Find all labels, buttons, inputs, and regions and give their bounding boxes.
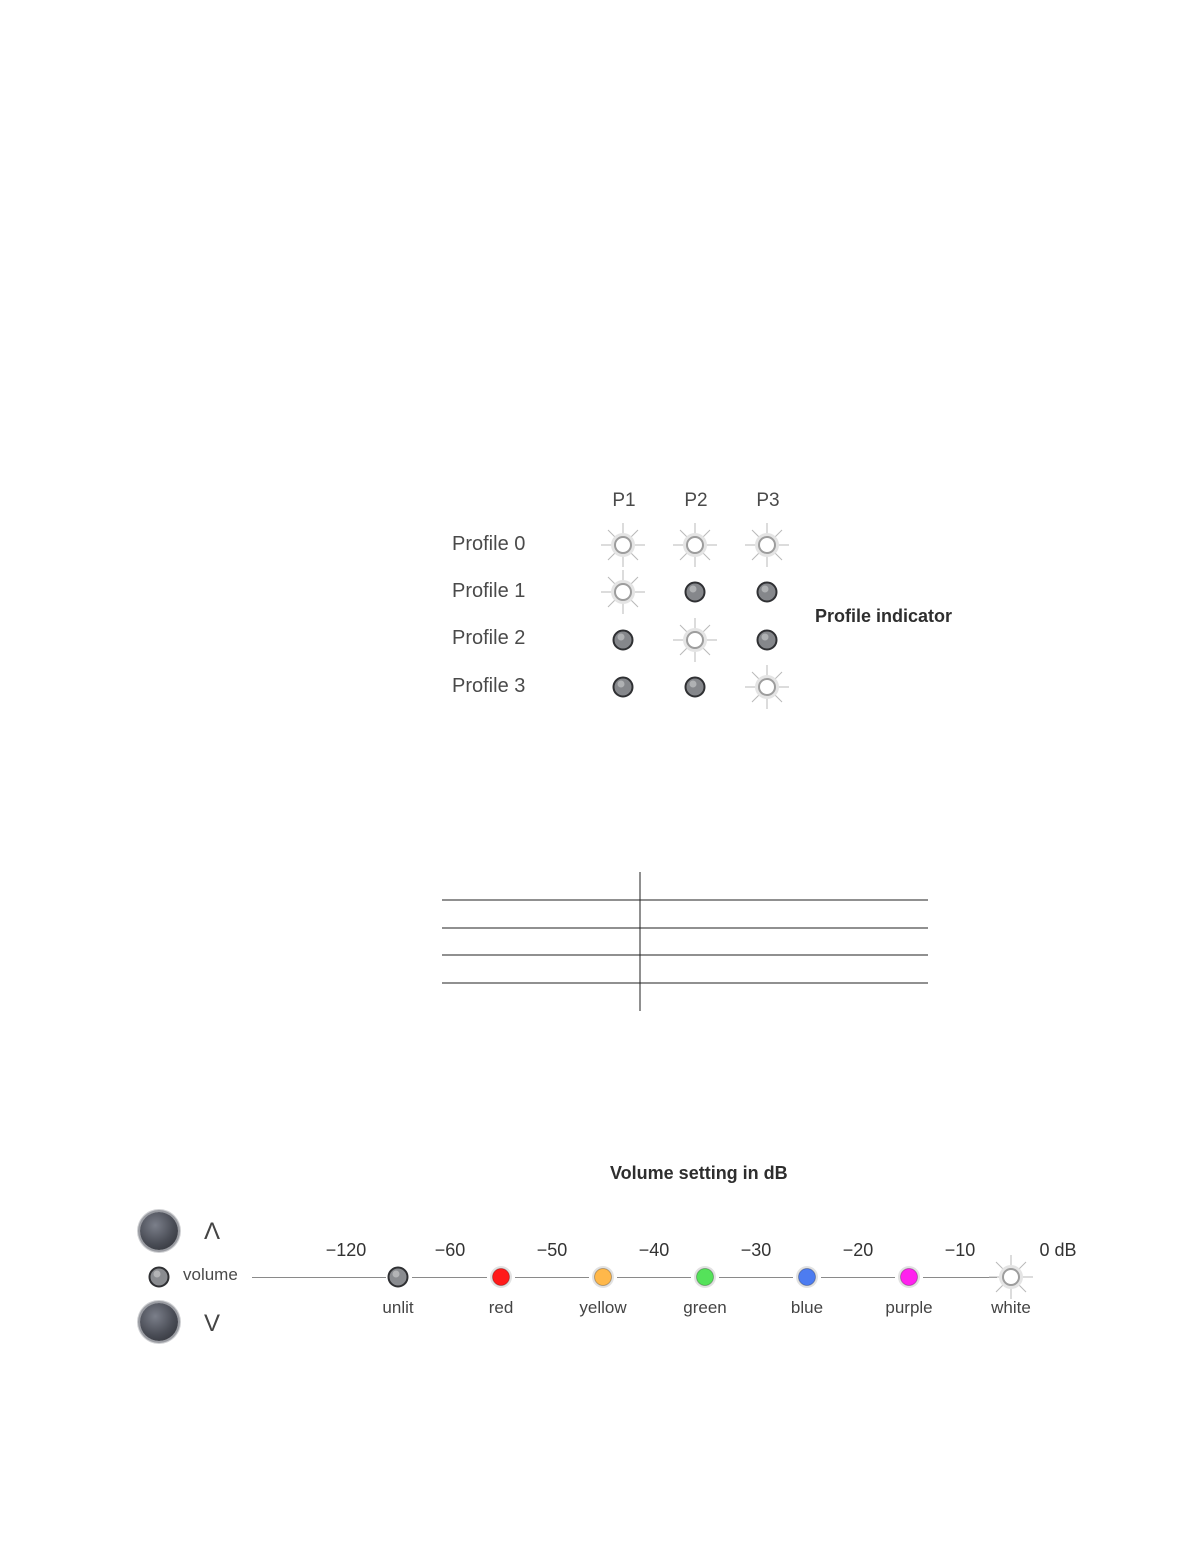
led-colored-icon xyxy=(894,1262,924,1292)
scale-connector-line xyxy=(821,1277,895,1278)
volume-caption: Volume setting in dB xyxy=(610,1163,788,1183)
scale-connector-line xyxy=(515,1277,589,1278)
volume-down-button[interactable] xyxy=(140,1303,178,1341)
row-label-profile-0: Profile 0 xyxy=(452,533,526,555)
led-colored-icon xyxy=(792,1262,822,1292)
tick-label: −50 xyxy=(536,1240,568,1260)
tick-label: −60 xyxy=(434,1240,466,1260)
up-arrow-icon: Λ xyxy=(203,1218,221,1245)
volume-level-label: green xyxy=(683,1298,727,1317)
tick-label: −20 xyxy=(842,1240,874,1260)
volume-level-label: blue xyxy=(790,1298,824,1317)
profile-indicator-caption: Profile indicator xyxy=(815,606,953,626)
column-header-p3: P3 xyxy=(756,490,780,511)
led-unlit-icon xyxy=(135,1253,183,1301)
volume-level-label: red xyxy=(488,1298,514,1317)
volume-level-label: purple xyxy=(885,1298,933,1317)
tick-label: −30 xyxy=(740,1240,772,1260)
scale-connector-line xyxy=(923,1277,997,1278)
led-colored-icon xyxy=(486,1262,516,1292)
row-label-profile-2: Profile 2 xyxy=(452,627,526,649)
volume-up-button[interactable] xyxy=(140,1212,178,1250)
row-label-profile-3: Profile 3 xyxy=(452,675,526,697)
volume-level-label: unlit xyxy=(382,1298,414,1317)
volume-level-label: yellow xyxy=(579,1298,627,1317)
tick-label: 0 dB xyxy=(1039,1240,1077,1260)
scale-connector-line xyxy=(252,1277,386,1278)
volume-level-label: white xyxy=(991,1298,1031,1317)
scale-connector-line xyxy=(719,1277,793,1278)
tick-label: −120 xyxy=(325,1240,367,1260)
tick-label: −10 xyxy=(944,1240,976,1260)
down-arrow-icon: V xyxy=(203,1310,220,1337)
row-label-profile-1: Profile 1 xyxy=(452,580,526,602)
scale-connector-line xyxy=(412,1277,487,1278)
volume-indicator-label: volume xyxy=(183,1265,238,1284)
led-unlit-icon xyxy=(374,1253,422,1301)
tick-label: −40 xyxy=(638,1240,670,1260)
led-colored-icon xyxy=(588,1262,618,1292)
column-header-p2: P2 xyxy=(684,490,708,511)
scale-connector-line xyxy=(617,1277,691,1278)
led-colored-icon xyxy=(690,1262,720,1292)
led-lit-icon xyxy=(987,1253,1035,1301)
column-header-p1: P1 xyxy=(612,490,636,511)
